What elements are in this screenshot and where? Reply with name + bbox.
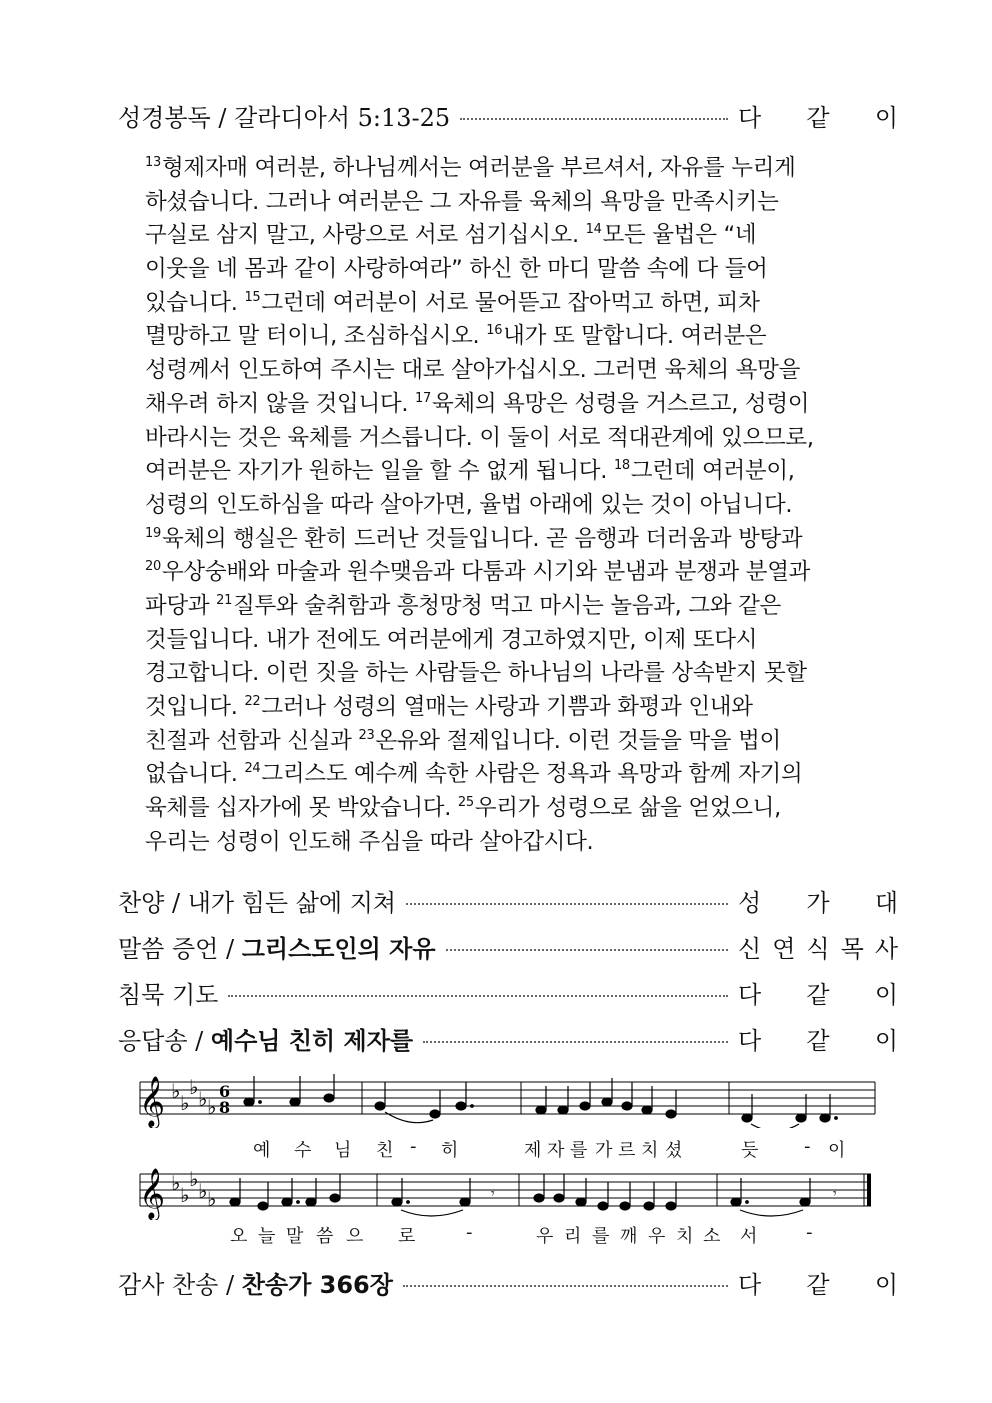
order-item-label bbox=[118, 1021, 413, 1056]
verse-number: 24 bbox=[244, 761, 261, 777]
reading-line bbox=[145, 758, 885, 792]
lyric-syllable: 소 bbox=[703, 1226, 721, 1247]
lyric-syllable: - bbox=[466, 1222, 473, 1243]
reading-text: 그러나 성령의 열매는 사랑과 기쁨과 화평과 인내와 bbox=[261, 694, 753, 720]
reading-line bbox=[145, 792, 885, 826]
verse-number: 23 bbox=[358, 727, 375, 743]
svg-text:♭: ♭ bbox=[171, 1079, 181, 1103]
lyric-syllable: 리 bbox=[564, 1226, 582, 1247]
notes-line-2 bbox=[230, 1174, 810, 1210]
reading-text: 온유와 절제입니다. 이런 것들을 막을 법이 bbox=[375, 727, 781, 754]
reading-text: 우리는 성령이 인도해 주심을 따라 살아갑시다. bbox=[145, 828, 594, 855]
order-item-sermon bbox=[118, 926, 898, 966]
lyric-syllable: 말 bbox=[286, 1226, 304, 1247]
response-char: 이 bbox=[874, 103, 898, 132]
response-char: 같 bbox=[806, 1026, 830, 1055]
response-char: 이 bbox=[874, 1026, 898, 1055]
lyric-syllable: 친 bbox=[376, 1140, 394, 1161]
lyric-syllable: 예 bbox=[253, 1140, 271, 1161]
reading-text: 육체의 행실은 환히 드러난 것들입니다. 곧 음행과 더러움과 방탕과 bbox=[161, 525, 803, 552]
response-char: 이 bbox=[874, 1270, 898, 1299]
reading-text: 하셨습니다. 그러나 여러분은 그 자유를 육체의 욕망을 만족시키는 bbox=[145, 188, 779, 215]
svg-text:♭: ♭ bbox=[180, 1091, 190, 1115]
lyric-syllable: 듯 bbox=[741, 1140, 759, 1161]
sermon-title: 그리스도인의 자유 bbox=[241, 934, 436, 963]
response-char: 가 bbox=[806, 888, 830, 917]
reading-text: 우상숭배와 마술과 원수맺음과 다툼과 시기와 분냄과 분쟁과 분열과 bbox=[161, 559, 811, 586]
reading-line bbox=[145, 219, 885, 253]
reading-text: 우리가 성령으로 삶을 얻었으니, bbox=[474, 795, 781, 822]
reading-text: 그런데 여러분이, bbox=[630, 458, 795, 485]
reading-line bbox=[145, 624, 885, 658]
lyric-syllable: 치 bbox=[676, 1226, 694, 1247]
reading-text: 바라시는 것은 육체를 거스릅니다. 이 둘이 서로 적대관계에 있으므로, bbox=[145, 424, 814, 451]
verse-number: 19 bbox=[145, 525, 161, 541]
treble-clef-icon: 𝄞 bbox=[139, 1076, 166, 1127]
order-item-response-song bbox=[118, 1018, 898, 1058]
order-item-prefix: 침묵 기도 bbox=[118, 980, 219, 1009]
verse-number: 16 bbox=[486, 323, 503, 339]
reading-line bbox=[145, 455, 885, 489]
svg-text:♭: ♭ bbox=[198, 1087, 208, 1111]
reading-text: 채우려 하지 않을 것입니다. bbox=[145, 390, 416, 417]
response-char: 성 bbox=[738, 888, 762, 917]
lyric-syllable: 자 bbox=[547, 1140, 565, 1161]
dot-leader bbox=[228, 995, 728, 997]
response-char: 식 bbox=[806, 934, 830, 963]
reading-line bbox=[145, 186, 885, 220]
time-signature-top: 6 bbox=[219, 1082, 231, 1101]
svg-text:♭: ♭ bbox=[198, 1179, 208, 1203]
response-char: 이 bbox=[874, 980, 898, 1009]
reading-line bbox=[145, 287, 885, 321]
response-char: 다 bbox=[738, 980, 762, 1009]
order-item-label bbox=[118, 975, 218, 1010]
reading-text: 것입니다. bbox=[145, 694, 245, 720]
response-char: 신 bbox=[738, 934, 762, 963]
reading-text: 성령의 인도하심을 따라 살아가면, 율법 아래에 있는 것이 아닙니다. bbox=[145, 491, 793, 518]
slurs-line-2 bbox=[401, 1210, 803, 1216]
reading-text: 그리스도 예수께 속한 사람은 정욕과 욕망과 함께 자기의 bbox=[261, 761, 803, 788]
reading-text: 멸망하고 말 터이니, 조심하십시오. bbox=[145, 323, 487, 350]
response-char: 목 bbox=[840, 934, 864, 963]
lyric-syllable: 으 bbox=[346, 1226, 364, 1247]
reading-heading-label: 성경봉독 / 갈라디아서 5:13-25 bbox=[118, 103, 451, 132]
response-song-title: 예수님 친히 제자를 bbox=[210, 1026, 414, 1055]
response-char: 대 bbox=[874, 888, 898, 917]
order-item-label bbox=[118, 1265, 393, 1300]
response-char: 사 bbox=[874, 934, 898, 963]
lyric-syllable: 서 bbox=[740, 1226, 758, 1247]
reading-text: 여러분은 자기가 원하는 일을 할 수 없게 됩니다. bbox=[145, 458, 614, 485]
hymn-number: 찬송가 366장 bbox=[241, 1270, 393, 1299]
order-item-response bbox=[738, 1021, 898, 1056]
reading-line bbox=[145, 657, 885, 691]
dot-leader bbox=[460, 118, 728, 120]
reading-line bbox=[145, 556, 885, 590]
lyric-syllable: 우 bbox=[536, 1226, 554, 1247]
lyric-syllable: 깨 bbox=[620, 1226, 638, 1247]
order-item-prefix: 말씀 증언 / bbox=[118, 934, 242, 963]
lyric-syllable: 씀 bbox=[316, 1226, 334, 1247]
svg-text:♭: ♭ bbox=[189, 1075, 199, 1099]
reading-text: 구실로 삼지 말고, 사랑으로 서로 섬기십시오. bbox=[145, 222, 586, 249]
order-item-praise bbox=[118, 880, 898, 920]
verse-number: 20 bbox=[145, 559, 161, 575]
response-char: 같 bbox=[806, 103, 830, 132]
order-item-response bbox=[738, 883, 898, 918]
reading-text: 친절과 선함과 신실과 bbox=[145, 727, 359, 754]
lyrics-line-1 bbox=[0, 1136, 992, 1160]
verse-number: 14 bbox=[585, 222, 602, 238]
lyric-syllable: - bbox=[806, 1222, 813, 1243]
reading-line bbox=[145, 489, 885, 523]
lyric-syllable: 를 bbox=[592, 1226, 610, 1247]
lyrics-line-2 bbox=[0, 1222, 992, 1246]
verse-number: 22 bbox=[244, 694, 261, 709]
order-item-label bbox=[118, 883, 396, 918]
lyric-syllable: - bbox=[804, 1136, 811, 1157]
reading-line bbox=[145, 253, 885, 287]
dot-leader bbox=[423, 1041, 728, 1043]
order-item-thanksgiving-hymn bbox=[118, 1262, 898, 1302]
lyric-syllable: 가 bbox=[595, 1140, 613, 1161]
music-staff-line-1 bbox=[135, 1068, 880, 1128]
reading-heading-row bbox=[118, 95, 898, 135]
reading-text: 육체의 욕망은 성령을 거스르고, 성령이 bbox=[432, 390, 810, 417]
verse-number: 13 bbox=[145, 155, 161, 170]
verse-number: 21 bbox=[216, 592, 233, 608]
svg-text:♭: ♭ bbox=[180, 1183, 190, 1207]
svg-text:♭: ♭ bbox=[207, 1187, 217, 1211]
dot-leader bbox=[406, 903, 728, 905]
svg-text:♭: ♭ bbox=[207, 1095, 217, 1119]
reading-line bbox=[145, 388, 885, 422]
lyric-syllable: 오 bbox=[230, 1226, 248, 1247]
reading-text: 파당과 bbox=[145, 592, 217, 619]
lyric-syllable: 히 bbox=[441, 1140, 459, 1161]
dot-leader bbox=[446, 949, 728, 951]
order-item-response bbox=[738, 975, 898, 1010]
reading-text: 형제자매 여러분, 하나님께서는 여러분을 부르셔서, 자유를 누리게 bbox=[161, 155, 796, 181]
lyric-syllable: 수 bbox=[294, 1140, 312, 1161]
lyric-syllable: 셨 bbox=[665, 1140, 683, 1161]
reading-text: 이웃을 네 몸과 같이 사랑하여라” 하신 한 마디 말씀 속에 다 들어 bbox=[145, 256, 768, 283]
reading-line bbox=[145, 422, 885, 456]
svg-text:𝄾: 𝄾 bbox=[833, 1186, 837, 1202]
order-item-response bbox=[738, 929, 898, 964]
lyric-syllable: 늘 bbox=[258, 1226, 276, 1247]
lyric-syllable: 우 bbox=[648, 1226, 666, 1247]
reading-text: 모든 율법은 “네 bbox=[602, 222, 757, 249]
reading-line bbox=[145, 691, 885, 725]
reading-line bbox=[145, 826, 885, 860]
response-char: 같 bbox=[806, 1270, 830, 1299]
lyric-syllable: 를 bbox=[570, 1140, 588, 1161]
reading-text: 성령께서 인도하여 주시는 대로 살아가십시오. 그러면 육체의 욕망을 bbox=[145, 357, 800, 384]
lyric-syllable: 르 bbox=[618, 1140, 636, 1161]
svg-text:𝄾: 𝄾 bbox=[491, 1186, 495, 1202]
scripture-reading bbox=[145, 152, 885, 859]
verse-number: 15 bbox=[244, 289, 261, 305]
order-item-prefix: 찬양 / 내가 힘든 삶에 지쳐 bbox=[118, 888, 397, 917]
verse-number: 25 bbox=[457, 795, 474, 811]
lyric-syllable: 로 bbox=[398, 1226, 416, 1247]
svg-text:♭: ♭ bbox=[189, 1167, 199, 1191]
time-signature-bottom: 8 bbox=[219, 1098, 231, 1117]
reading-line bbox=[145, 590, 885, 624]
reading-text: 것들입니다. 내가 전에도 여러분에게 경고하였지만, 이제 또다시 bbox=[145, 626, 758, 653]
reading-text: 그런데 여러분이 서로 물어뜯고 잡아먹고 하면, 피차 bbox=[261, 289, 760, 316]
music-staff-line-2 bbox=[135, 1160, 880, 1220]
verse-number: 17 bbox=[415, 390, 431, 406]
lyric-syllable: 제 bbox=[524, 1140, 542, 1161]
reading-text: 경고합니다. 이런 짓을 하는 사람들은 하나님의 나라를 상속받지 못할 bbox=[145, 660, 807, 687]
reading-line bbox=[145, 354, 885, 388]
verse-number: 18 bbox=[613, 458, 630, 474]
response-char: 연 bbox=[772, 934, 796, 963]
reading-line bbox=[145, 320, 885, 354]
response-char: 다 bbox=[738, 1270, 762, 1299]
lyric-syllable: 치 bbox=[641, 1140, 659, 1161]
reading-line bbox=[145, 725, 885, 759]
order-item-prefix: 응답송 / bbox=[118, 1026, 211, 1055]
response-char: 다 bbox=[738, 103, 762, 132]
reading-line bbox=[145, 152, 885, 186]
response-char: 같 bbox=[806, 980, 830, 1009]
reading-text: 질투와 술취함과 흥청망청 먹고 마시는 놀음과, 그와 같은 bbox=[233, 592, 781, 619]
svg-text:♭: ♭ bbox=[171, 1171, 181, 1195]
order-item-label bbox=[118, 929, 436, 964]
reading-heading-response bbox=[738, 98, 898, 133]
treble-clef-icon: 𝄞 bbox=[139, 1168, 166, 1219]
lyric-syllable: 님 bbox=[334, 1140, 352, 1161]
reading-text: 육체를 십자가에 못 박았습니다. bbox=[145, 795, 458, 822]
reading-text: 없습니다. bbox=[145, 761, 245, 788]
lyric-syllable: - bbox=[410, 1136, 417, 1157]
order-item-response bbox=[738, 1265, 898, 1300]
order-item-silent-prayer bbox=[118, 972, 898, 1012]
lyric-syllable: 이 bbox=[828, 1140, 846, 1161]
order-item-prefix: 감사 찬송 / bbox=[118, 1270, 242, 1299]
dot-leader bbox=[403, 1285, 728, 1287]
reading-text: 내가 또 말합니다. 여러분은 bbox=[503, 323, 767, 350]
response-char: 다 bbox=[738, 1026, 762, 1055]
reading-text: 있습니다. bbox=[145, 289, 245, 316]
reading-line bbox=[145, 523, 885, 557]
